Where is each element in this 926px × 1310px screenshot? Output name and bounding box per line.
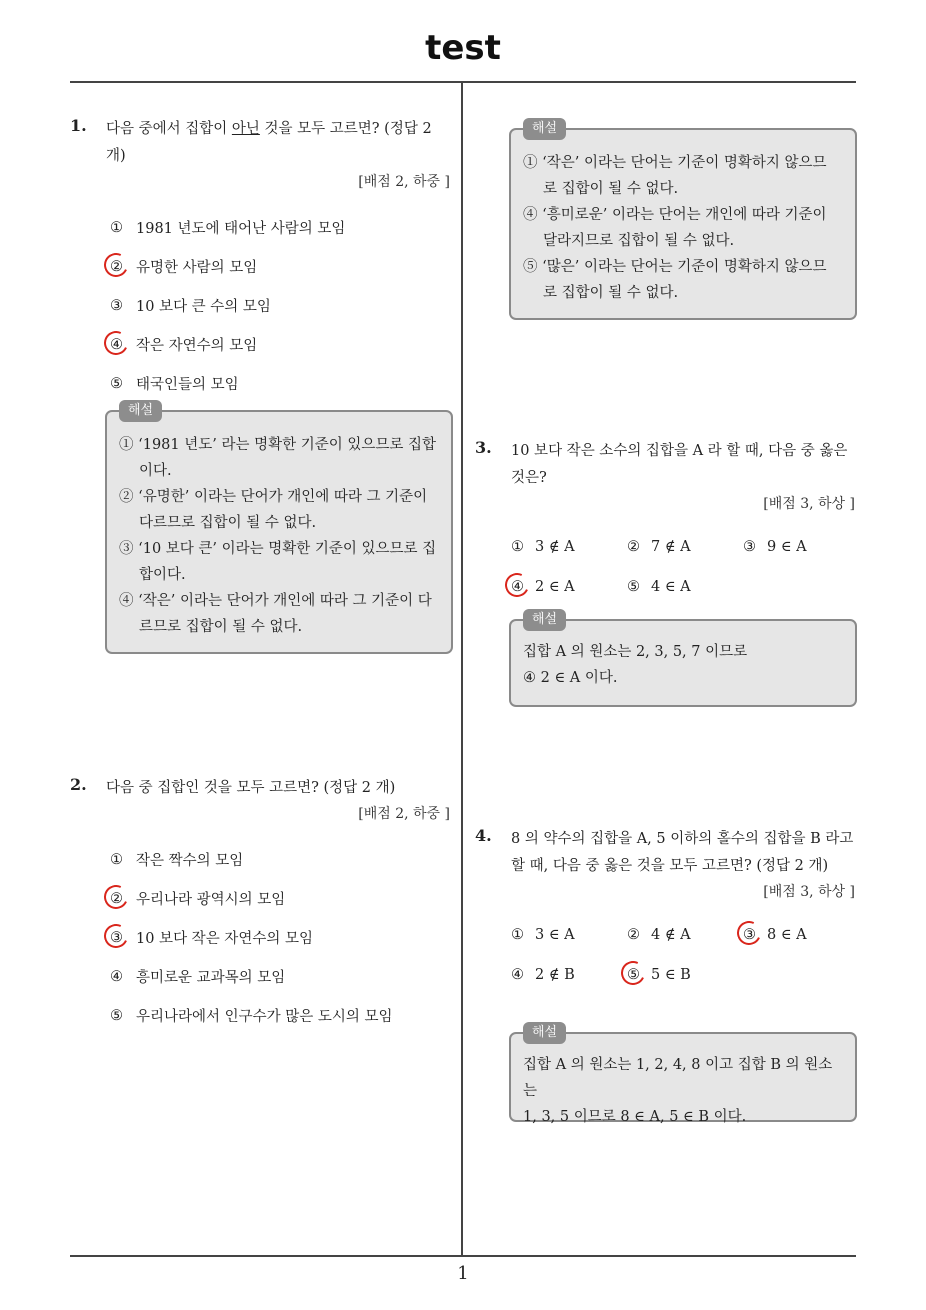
solution-line: ④ ‘작은’ 이라는 단어가 개인에 따라 그 기준이 다 르므로 집합이 될 수 없다.: [119, 593, 432, 635]
bottom-rule: [70, 1255, 856, 1257]
solution-line: ③ ‘10 보다 큰’ 이라는 명확한 기준이 있으므로 집 합이다.: [119, 541, 437, 583]
option-number: ②: [110, 891, 136, 907]
question-1: [70, 116, 450, 403]
question-text-part: 다음 중에서 집합이: [106, 121, 232, 137]
solution-line: ⑤ ‘많은’ 이라는 단어는 기준이 명확하지 않으므 로 집합이 될 수 없다.: [523, 259, 827, 301]
option-grid: [511, 536, 855, 598]
question-number: 3.: [475, 438, 492, 457]
option-2[interactable]: [110, 247, 450, 286]
option-3[interactable]: [110, 918, 450, 957]
option-label: 태국인들의 모임: [136, 377, 239, 393]
solution-line: ④ 2 ∈ A 이다.: [523, 670, 618, 686]
option-number: ③: [743, 539, 756, 555]
option-label: 4 ∉ A: [651, 927, 691, 943]
solution-tag: 해설: [523, 118, 566, 140]
option-number: ②: [627, 539, 640, 555]
option-label: 7 ∉ A: [651, 539, 691, 555]
solution-line: 1, 3, 5 이므로 8 ∈ A, 5 ∈ B 이다.: [523, 1109, 747, 1125]
question-text: 10 보다 작은 소수의 집합을 A 라 할 때, 다음 중 옳은 것은?: [511, 443, 848, 486]
option-label: 3 ∉ A: [535, 539, 575, 555]
answer-circle-icon: [101, 327, 132, 358]
option-grid: [511, 924, 855, 986]
option-label: 2 ∉ B: [535, 967, 575, 983]
option-number: ①: [110, 219, 123, 236]
question-number: 1.: [70, 116, 87, 135]
question-number: 2.: [70, 775, 87, 794]
option-number: ⑤: [627, 579, 640, 595]
option-label: 유명한 사람의 모임: [136, 260, 258, 276]
option-label: 4 ∈ A: [651, 579, 691, 595]
option-number: ②: [627, 927, 640, 943]
option-number: ④: [110, 968, 123, 985]
question-meta: [배점 3, 하상 ]: [763, 884, 855, 900]
option-2[interactable]: [110, 879, 450, 918]
option-list: [110, 208, 450, 403]
option-number: ④: [110, 337, 136, 353]
column-divider: [461, 81, 463, 1257]
option-3[interactable]: [743, 924, 859, 946]
question-text: 8 의 약수의 집합을 A, 5 이하의 홀수의 집합을 B 라고 할 때, 다음 중 옳은 것을 모두 고르면? (정답 2 개): [511, 831, 854, 874]
solution-line: ④ ‘흥미로운’ 이라는 단어는 개인에 따라 기준이 달라지므로 집합이 될 수 없다.: [523, 207, 827, 249]
question-text-part: 것을 모두 고르면? (정답 2 개): [106, 121, 432, 164]
option-number: ④: [511, 579, 535, 595]
solution-box: [105, 403, 453, 654]
option-1[interactable]: [110, 840, 450, 879]
option-number: ①: [110, 851, 123, 868]
question-text: 다음 중 집합인 것을 모두 고르면? (정답 2 개): [106, 780, 396, 796]
option-5[interactable]: [627, 964, 743, 986]
option-label: 5 ∈ B: [651, 967, 691, 983]
option-number: ①: [511, 539, 524, 555]
option-label: 작은 짝수의 모임: [136, 853, 244, 869]
option-5[interactable]: [110, 996, 450, 1035]
solution-line: ① ‘작은’ 이라는 단어는 기준이 명확하지 않으므 로 집합이 될 수 없다.: [523, 155, 827, 197]
solution-line: ② ‘유명한’ 이라는 단어가 개인에 따라 그 기준이 다르므로 집합이 될 수 없다.: [119, 489, 428, 531]
option-3[interactable]: [110, 286, 450, 325]
option-1[interactable]: [511, 924, 627, 946]
question-meta: [배점 2, 하중 ]: [358, 806, 450, 822]
option-number: ③: [743, 927, 767, 943]
option-label: 우리나라 광역시의 모임: [136, 892, 286, 908]
option-label: 작은 자연수의 모임: [136, 338, 258, 354]
option-label: 10 보다 작은 자연수의 모임: [136, 931, 313, 947]
solution-box: [509, 121, 857, 320]
answer-circle-icon: [101, 881, 132, 912]
option-number: ④: [511, 967, 524, 983]
question-meta: [배점 2, 하중 ]: [358, 174, 450, 190]
option-label: 2 ∈ A: [535, 579, 575, 595]
option-5[interactable]: [627, 576, 743, 598]
option-label: 8 ∈ A: [767, 927, 807, 943]
solution-box: [509, 612, 857, 707]
option-number: ⑤: [110, 375, 123, 392]
option-label: 우리나라에서 인구수가 많은 도시의 모임: [136, 1009, 393, 1025]
option-label: 흥미로운 교과목의 모임: [136, 970, 286, 986]
option-1[interactable]: [110, 208, 450, 247]
option-4[interactable]: [511, 576, 627, 598]
question-4: [475, 826, 855, 986]
option-label: 9 ∈ A: [767, 539, 807, 555]
option-number: ①: [511, 927, 524, 943]
answer-circle-icon: [101, 920, 132, 951]
option-4[interactable]: [110, 325, 450, 364]
option-number: ⑤: [627, 967, 651, 983]
solution-line: 집합 A 의 원소는 1, 2, 4, 8 이고 집합 B 의 원소는: [523, 1057, 833, 1099]
option-number: ②: [110, 259, 136, 275]
page-number: 1: [457, 1263, 469, 1284]
option-label: 3 ∈ A: [535, 927, 575, 943]
page-title: test: [425, 28, 501, 68]
option-label: 1981 년도에 태어난 사람의 모임: [136, 221, 346, 237]
solution-box: [509, 1025, 857, 1125]
solution-tag: 해설: [119, 400, 162, 422]
solution-tag: 해설: [523, 609, 566, 631]
question-number: 4.: [475, 826, 492, 845]
option-5[interactable]: [110, 364, 450, 403]
option-1[interactable]: [511, 536, 627, 558]
option-number: ③: [110, 297, 123, 314]
question-text: [106, 116, 450, 170]
option-label: 10 보다 큰 수의 모임: [136, 299, 271, 315]
option-2[interactable]: [627, 924, 743, 946]
question-2: [70, 775, 450, 1035]
option-list: [110, 840, 450, 1035]
answer-circle-icon: [502, 570, 533, 601]
option-number: ⑤: [110, 1007, 123, 1024]
question-3: [475, 438, 855, 598]
option-4[interactable]: [511, 964, 627, 986]
option-4[interactable]: [110, 957, 450, 996]
question-text-emphasis: 아닌: [231, 121, 260, 137]
answer-circle-icon: [101, 249, 132, 280]
option-3[interactable]: [743, 536, 859, 558]
option-number: ③: [110, 930, 136, 946]
option-2[interactable]: [627, 536, 743, 558]
question-meta: [배점 3, 하상 ]: [763, 496, 855, 512]
solution-line: ① ‘1981 년도’ 라는 명확한 기준이 있으므로 집합 이다.: [119, 437, 436, 479]
solution-tag: 해설: [523, 1022, 566, 1044]
top-rule: [70, 81, 856, 83]
solution-line: 집합 A 의 원소는 2, 3, 5, 7 이므로: [523, 644, 748, 660]
